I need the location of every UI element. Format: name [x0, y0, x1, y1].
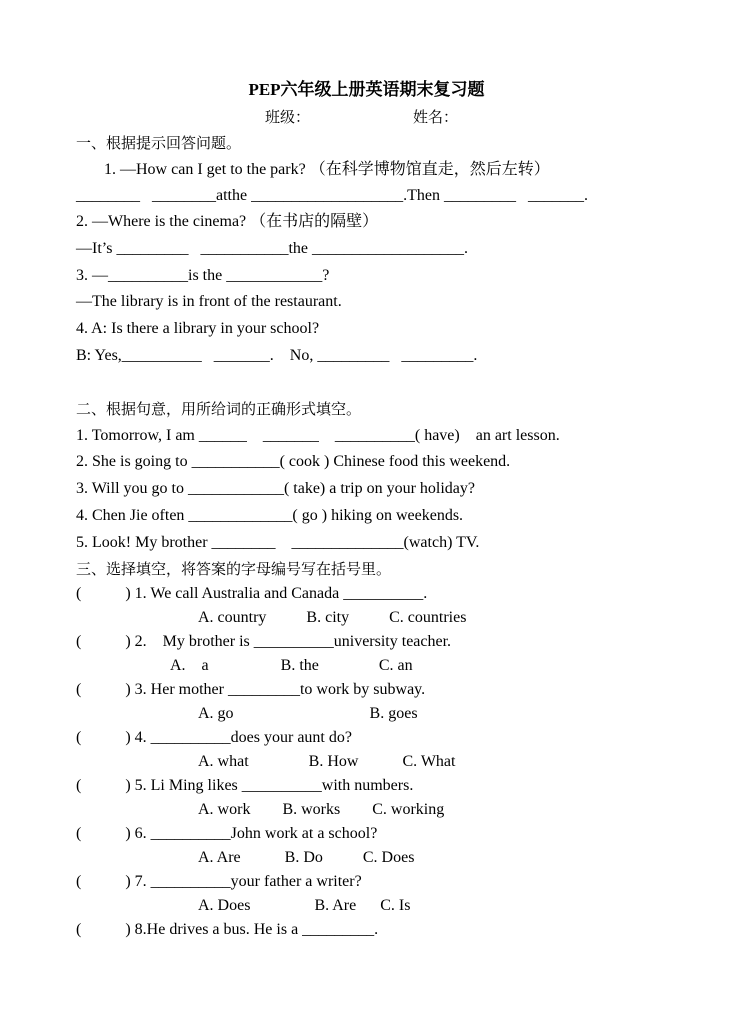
choice-options: A. go B. goes	[198, 705, 418, 722]
answer-line: B: Yes,__________ _______. No, _________ _________.	[76, 347, 478, 364]
fill-blank-line: 5. Look! My brother ________ ______________(watch) TV.	[76, 534, 480, 551]
choice-question: ( ) 5. Li Ming likes __________with numbers.	[76, 777, 414, 794]
section1-heading: 一、根据提示回答问题。	[76, 134, 242, 152]
choice-question: ( ) 7. __________your father a writer?	[76, 873, 362, 890]
answer-line: —The library is in front of the restaurant.	[76, 293, 342, 310]
question-line: 2. —Where is the cinema? （在书店的隔壁）	[76, 213, 379, 230]
section3-heading: 三、选择填空，将答案的字母编号写在括号里。	[76, 560, 392, 578]
choice-question: ( ) 1. We call Australia and Canada __________.	[76, 585, 428, 602]
choice-options: A. country B. city C. countries	[198, 609, 467, 626]
fill-blank-line: 3. Will you go to ____________( take) a trip on your holiday?	[76, 480, 475, 497]
fill-blank-line: 2. She is going to ___________( cook ) Chinese food this weekend.	[76, 453, 511, 470]
fill-blank-line: 1. Tomorrow, I am ______ _______ __________( have) an art lesson.	[76, 427, 560, 444]
choice-options: A. a B. the C. an	[170, 657, 413, 674]
fill-blank-line: 4. Chen Jie often _____________( go ) hiking on weekends.	[76, 507, 464, 524]
choice-question: ( ) 8.He drives a bus. He is a _________.	[76, 921, 379, 938]
answer-line: —It’s _________ ___________the ___________________.	[76, 240, 468, 257]
answer-line: ________ ________atthe ___________________.Then _________ _______.	[76, 187, 588, 204]
choice-options: A. Are B. Do C. Does	[198, 849, 415, 866]
choice-question: ( ) 2. My brother is __________university teacher.	[76, 633, 452, 650]
section2-heading: 二、根据句意，用所给词的正确形式填空。	[76, 400, 362, 418]
choice-question: ( ) 6. __________John work at a school?	[76, 825, 378, 842]
name-label: 姓名：	[413, 108, 459, 126]
choice-options: A. work B. works C. working	[198, 801, 445, 818]
class-label: 班级：	[265, 108, 311, 126]
choice-question: ( ) 3. Her mother _________to work by subway.	[76, 681, 426, 698]
choice-question: ( ) 4. __________does your aunt do?	[76, 729, 352, 746]
choice-options: A. Does B. Are C. Is	[198, 897, 411, 914]
question-line: 4. A: Is there a library in your school?	[76, 320, 320, 337]
question-line: 1. —How can I get to the park? （在科学博物馆直走，然后左转）	[104, 161, 550, 178]
choice-options: A. what B. How C. What	[198, 753, 456, 770]
page-title: PEP六年级上册英语期末复习题	[248, 80, 485, 99]
question-line: 3. —__________is the ____________?	[76, 267, 330, 284]
